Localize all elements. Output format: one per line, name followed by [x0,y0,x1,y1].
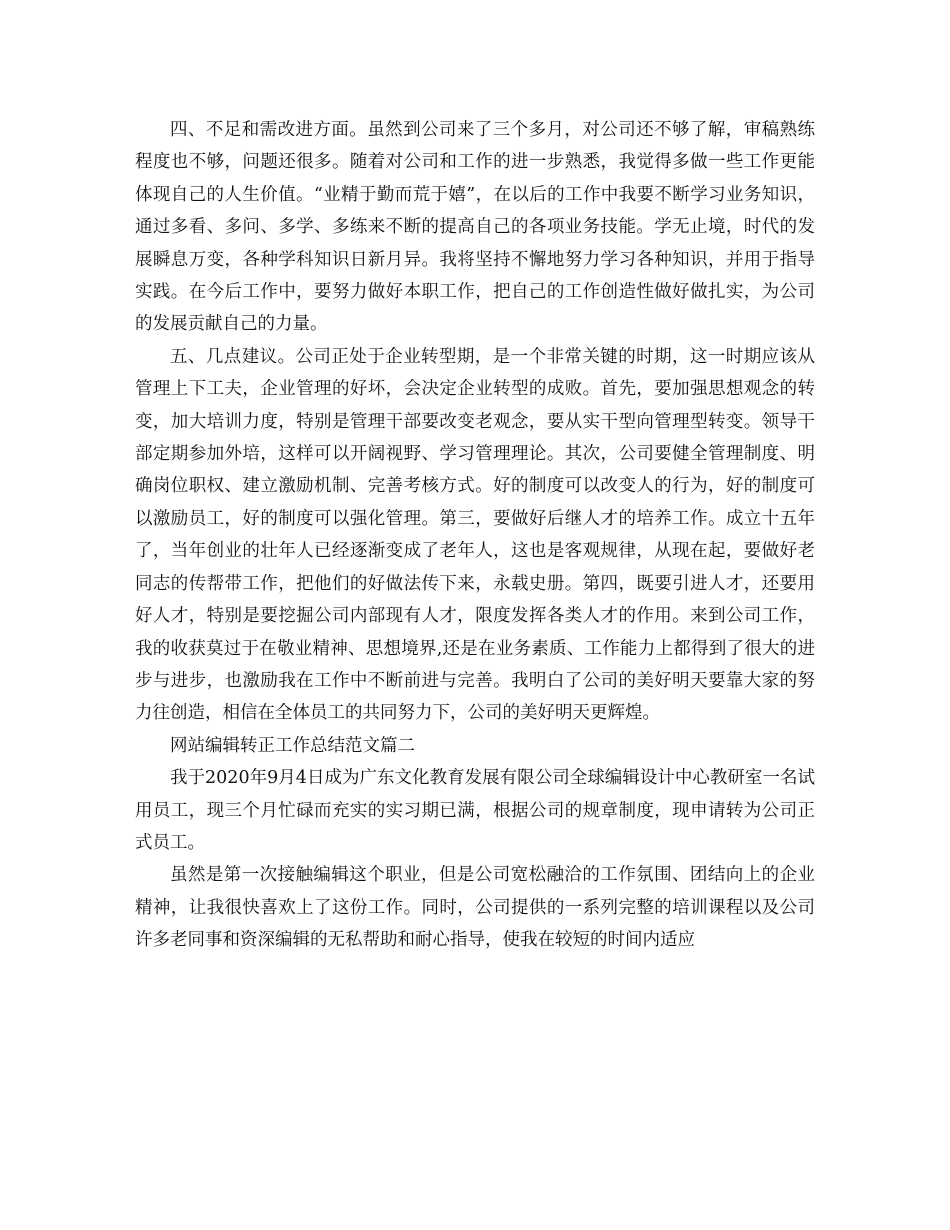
section-heading: 网站编辑转正工作总结范文篇二 [170,735,415,756]
paragraph-suggestions: 五、几点建议。公司正处于企业转型期，是一个非常关键的时期，这一时期应该从管理上下工夫，企业管理的好坏，会决定企业转型的成败。首先，要加强思想观念的转变，加大培训力度，特别是管理干部要改变老观念，要从实干型向管理型转变。领导干部定期参加外培，这样可以开阔视野、学习管理理论。其次，公司要健全管理制度、明确岗位职权、建立激励机制、完善考核方式。好的制度可以改变人的行为，好的制度可以激励员工，好的制度可以强化管理。第三，要做好后继人才的培养工作。成立十五年了，当年创业的壮年人已经逐渐变成了老年人，这也是客观规律，从现在起，要做好老同志的传帮带工作，把他们的好做法传下来，永载史册。第四，既要引进人才，还要用好人才，特别是要挖掘公司内部现有人才，限度发挥各类人才的作用。来到公司工作，我的收获莫过于在敬业精神、思想境界,还是在业务素质、工作能力上都得到了很大的进步与进步，也激励我在工作中不断前进与完善。我明白了公司的美好明天要靠大家的努力往创造，相信在全体员工的共同努力下，公司的美好明天更辉煌。 [135,346,815,724]
paragraph-intro: 我于2020年9月4日成为广东文化教育发展有限公司全球编辑设计中心教研室一名试用员工，现三个月忙碌而充实的实习期已满，根据公司的规章制度，现申请转为公司正式员工。 [135,768,815,853]
document-body [135,114,815,957]
paragraph-shortcomings: 四、不足和需改进方面。虽然到公司来了三个多月，对公司还不够了解，审稿熟练程度也不够，问题还很多。随着对公司和工作的进一步熟悉，我觉得多做一些工作更能体现自己的人生价值。“业精于勤而荒于嬉”，在以后的工作中我要不断学习业务知识，通过多看、多问、多学、多练来不断的提高自己的各项业务技能。学无止境，时代的发展瞬息万变，各种学科知识日新月异。我将坚持不懈地努力学习各种知识，并用于指导实践。在今后工作中，要努力做好本职工作，把自己的工作创造性做好做扎实，为公司的发展贡献自己的力量。 [135,120,815,335]
paragraph-experience: 虽然是第一次接触编辑这个职业，但是公司宽松融洽的工作氛围、团结向上的企业精神，让我很快喜欢上了这份工作。同时，公司提供的一系列完整的培训课程以及公司许多老同事和资深编辑的无私帮助和耐心指导，使我在较短的时间内适应 [135,865,815,951]
